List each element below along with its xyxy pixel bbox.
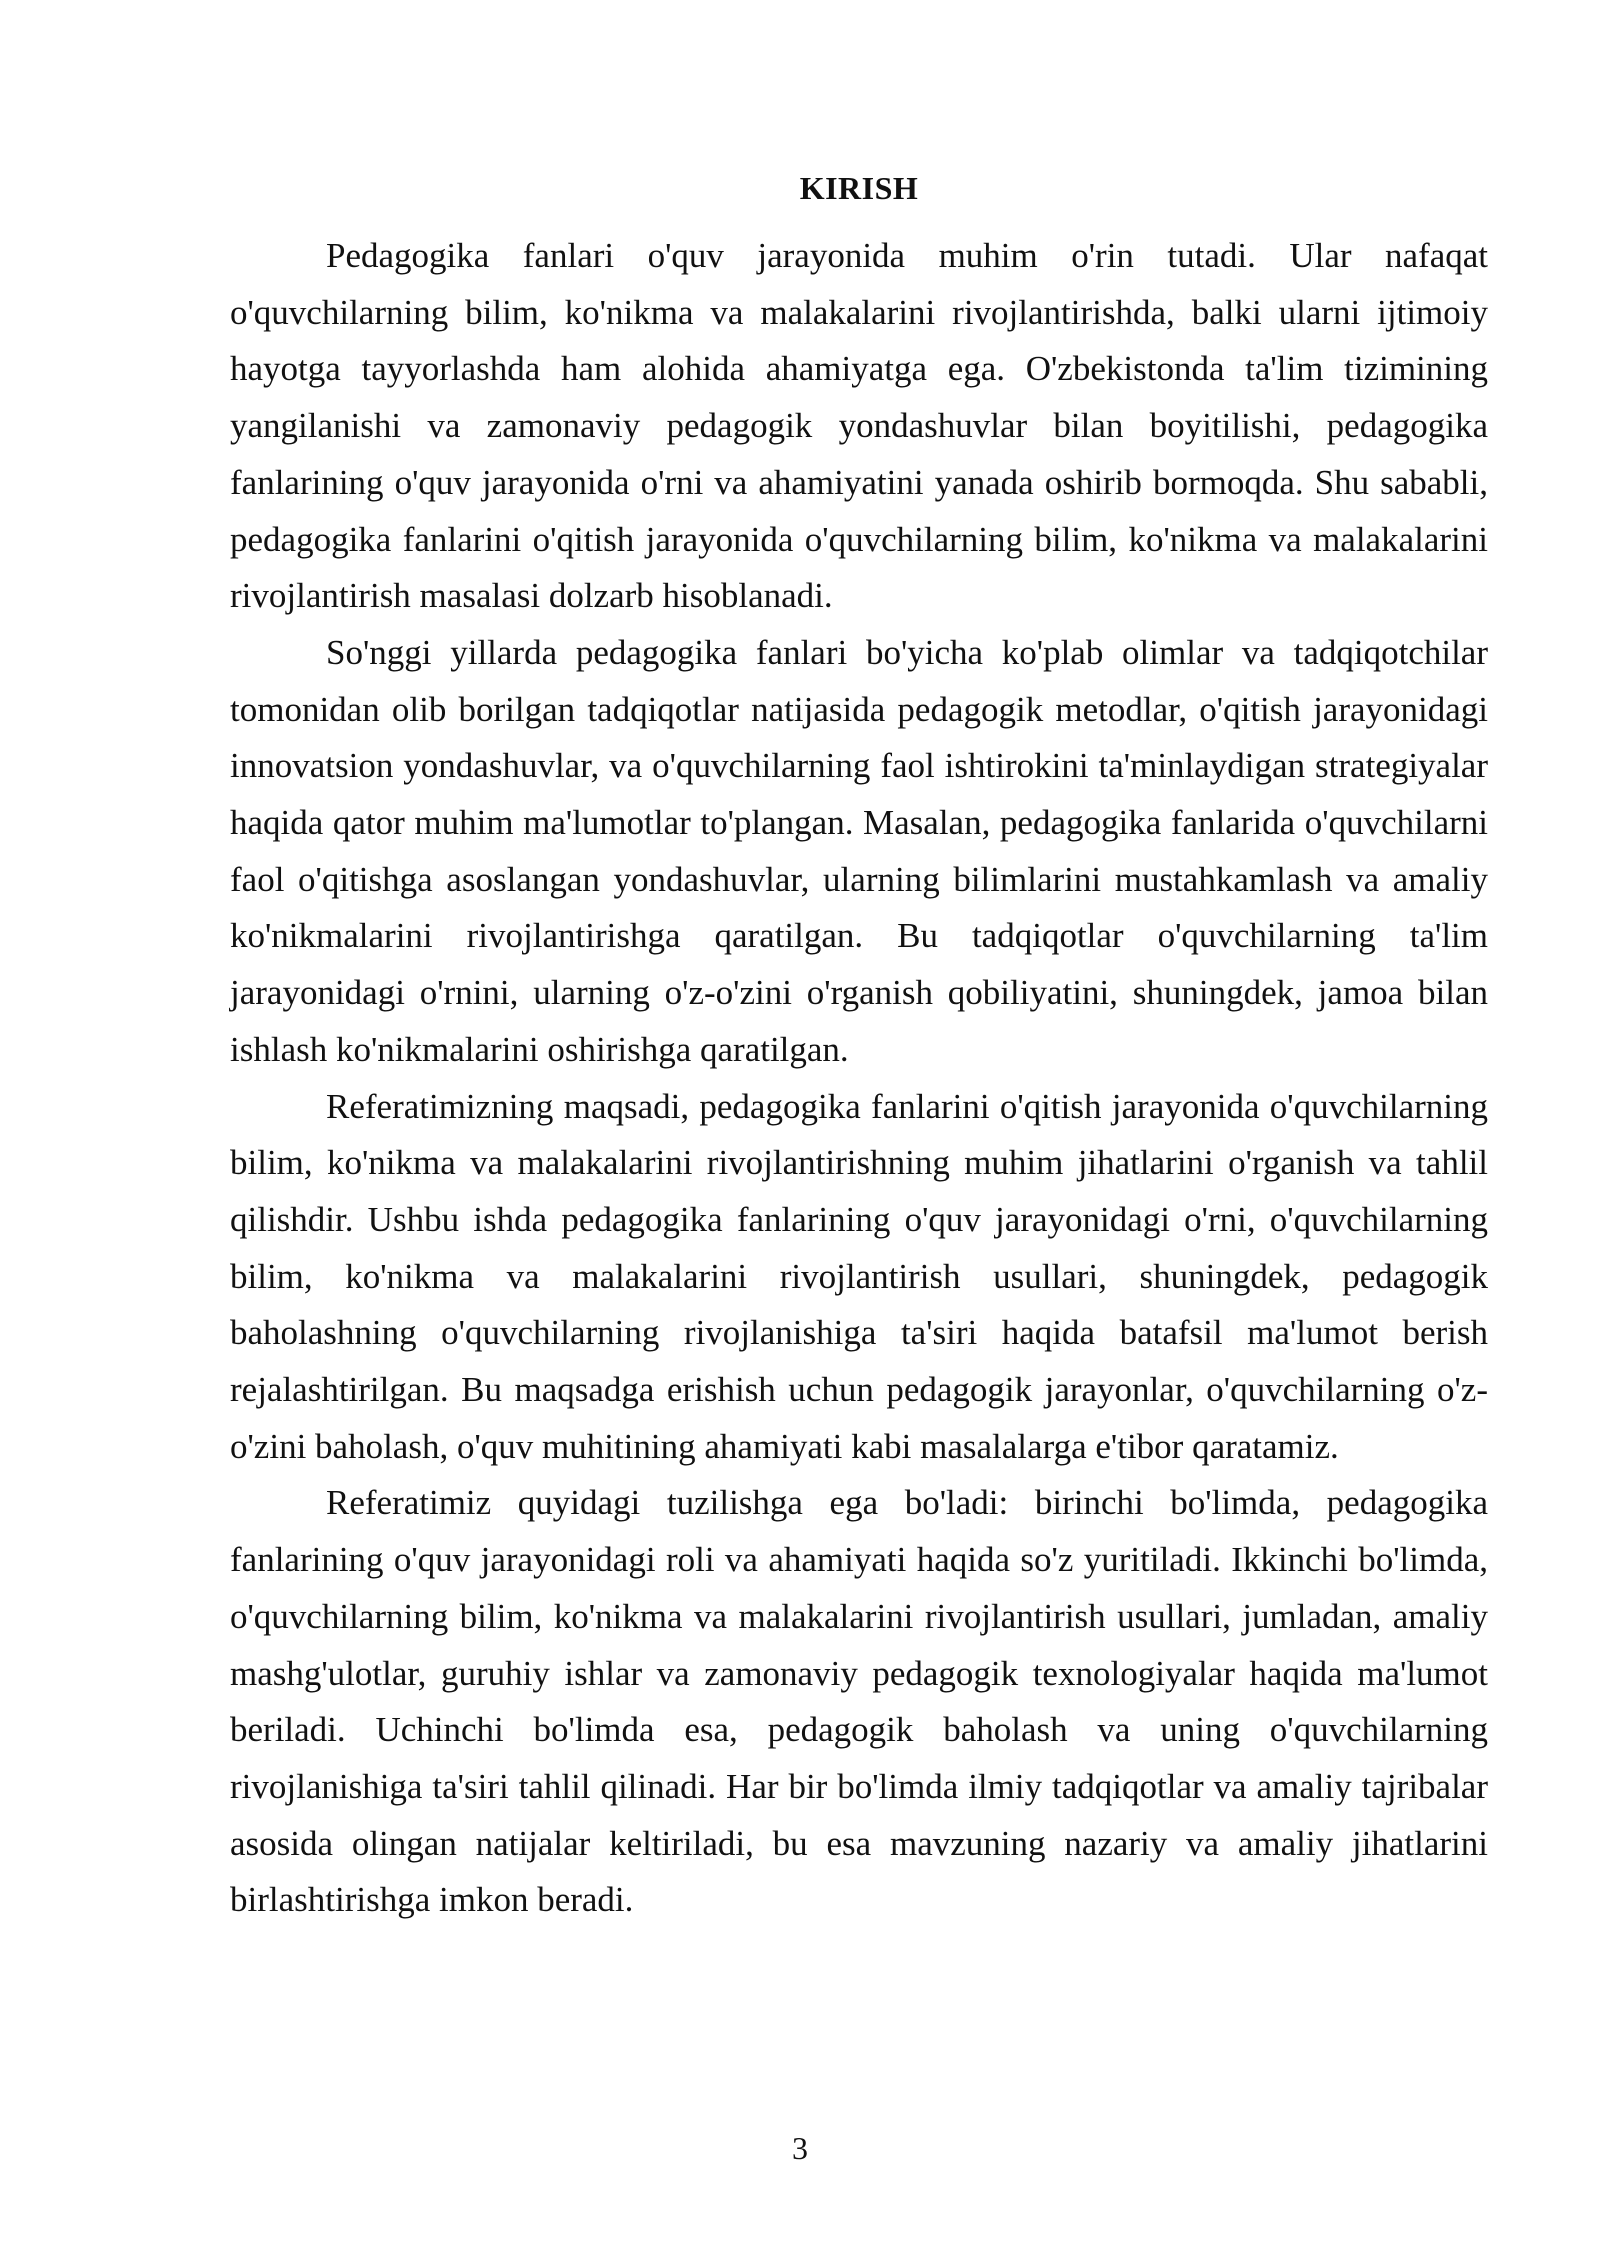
paragraph-3: Referatimizning maqsadi, pedagogika fanlarini o'qitish jarayonida o'quvchilarning bilim, ko'nikma va malakalarini rivojlantirishning muhim jihatlarini o'rganish va tahlil qilishdir. Ushbu ishda pedagogika fanlarining o'quv jarayonidagi o'rni, o'quvchilarning bilim, ko'nikma va malakalarini rivojlantirish usullari, shuningdek, pedagogik baholashning o'quvchilarning rivojlanishiga ta'siri haqida batafsil ma'lumot berish rejalashtirilgan. Bu maqsadga erishish uchun pedagogik jarayonlar, o'quvchilarning o'z-o'zini baholash, o'quv muhitining ahamiyati kabi masalalarga e'tibor qaratamiz. [230, 1086, 1488, 1466]
paragraph-4: Referatimiz quyidagi tuzilishga ega bo'ladi: birinchi bo'limda, pedagogika fanlarining o'quv jarayonidagi roli va ahamiyati haqida so'z yuritiladi. Ikkinchi bo'limda, o'quvchilarning bilim, ko'nikma va malakalarini rivojlantirish usullari, jumladan, amaliy mashg'ulotlar, guruhiy ishlar va zamonaviy pedagogik texnologiyalar haqida ma'lumot beriladi. Uchinchi bo'limda esa, pedagogik baholash va uning o'quvchilarning rivojlanishiga ta'siri tahlil qilinadi. Har bir bo'limda ilmiy tadqiqotlar va amaliy tajribalar asosida olingan natijalar keltiriladi, bu esa mavzuning nazariy va amaliy jihatlarini birlashtirishga imkon beradi. [230, 1483, 1488, 1920]
section-title: KIRISH [799, 170, 919, 206]
paragraph-1: Pedagogika fanlari o'quv jarayonida muhim o'rin tutadi. Ular nafaqat o'quvchilarning bilim, ko'nikma va malakalarini rivojlantirishda, balki ularni ijtimoiy hayotga tayyorlashda ham alohida ahamiyatga ega. O'zbekistonda ta'lim tizimining yangilanishi va zamonaviy pedagogik yondashuvlar bilan boyitilishi, pedagogika fanlarining o'quv jarayonida o'rni va ahamiyatini yanada oshirib bormoqda. Shu sababli, pedagogika fanlarini o'qitish jarayonida o'quvchilarning bilim, ko'nikma va malakalarini rivojlantirish masalasi dolzarb hisoblanadi. [230, 236, 1488, 616]
page-number: 3 [792, 2130, 808, 2166]
paragraph-2: So'nggi yillarda pedagogika fanlari bo'yicha ko'plab olimlar va tadqiqotchilar tomonidan olib borilgan tadqiqotlar natijasida pedagogik metodlar, o'qitish jarayonidagi innovatsion yondashuvlar, va o'quvchilarning faol ishtirokini ta'minlaydigan strategiyalar haqida qator muhim ma'lumotlar to'plangan. Masalan, pedagogika fanlarida o'quvchilarni faol o'qitishga asoslangan yondashuvlar, ularning bilimlarini mustahkamlash va amaliy ko'nikmalarini rivojlantirishga qaratilgan. Bu tadqiqotlar o'quvchilarning ta'lim jarayonidagi o'rnini, ularning o'z-o'zini o'rganish qobiliyatini, shuningdek, jamoa bilan ishlash ko'nikmalarini oshirishga qaratilgan. [230, 632, 1488, 1069]
page-content [230, 160, 1488, 1929]
